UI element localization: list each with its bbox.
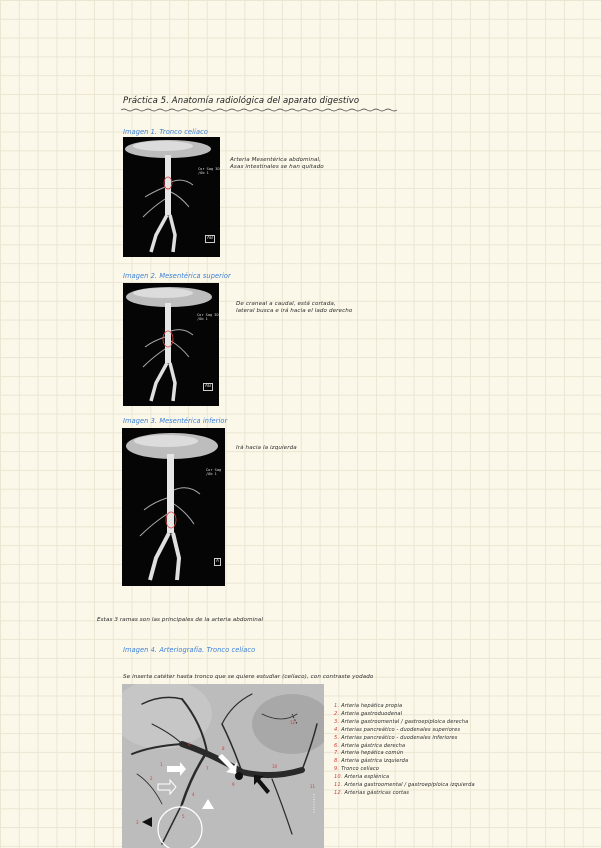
image-label: 2 (150, 776, 153, 781)
angiography-image (122, 684, 324, 848)
scan-tag-line: Cor Sag (206, 468, 222, 472)
legend-text: Arteria gastroomental / gastroepiploica derecha (341, 718, 469, 725)
note-line: De craneal a caudal, está cortada, (236, 301, 336, 307)
scan-tag-line: /Ob 1 (198, 171, 209, 176)
legend-item (334, 711, 475, 719)
section-1-ct-image (123, 137, 220, 257)
section-2-heading: Imagen 2. Mesentérica superior (123, 272, 231, 280)
legend-text: Tronco celíaco (341, 766, 379, 773)
legend-text: Arteria gástrica derecha (341, 742, 406, 749)
legend-number: 10. (334, 774, 343, 781)
section-3-heading: Imagen 3. Mesentérica inferior (123, 417, 228, 425)
note-line: Irá hacia la izquierda (236, 445, 297, 451)
scan-tag-line: Cor Sag 3D (198, 167, 220, 171)
image-label: 5 (182, 814, 185, 819)
title-underline (121, 108, 397, 112)
legend-number: 3. (334, 718, 340, 725)
image-label: 4 (192, 792, 195, 797)
legend-item (334, 727, 475, 735)
note-line: Arteria Mesentérica abdominal, (230, 157, 322, 163)
legend-text: Arterias gástricas cortas (344, 789, 410, 796)
legend-text: Arteria gastroomental / gastroepiploica izquierda (344, 782, 475, 789)
legend-number: 2. (334, 710, 340, 717)
section-2-ct-image (123, 283, 219, 406)
legend-text: Arterias pancreático - duodenales inferiores (341, 734, 458, 741)
page-title: Práctica 5. Anatomía radiológica del aparato digestivo (123, 96, 360, 106)
angio-intro: Se inserta catéter hasta tronco que se quiere estudiar (celíaco), con contraste yodado (123, 674, 374, 680)
image-label: 8 (222, 746, 225, 751)
scan-tag-line: /Ob 1 (197, 317, 208, 322)
scan-tag-line: /Ob 1 (206, 472, 217, 477)
section-1-notes (230, 157, 324, 171)
section-1-heading: Imagen 1. Tronco celíaco (123, 128, 208, 136)
image-label: 3 (136, 820, 139, 825)
legend-item (334, 766, 475, 774)
legend-item (334, 774, 475, 782)
legend-text: Arteria gástrica izquierda (341, 758, 409, 765)
legend-number: 5. (334, 734, 340, 741)
legend-text: Arteria gastroduodenal (341, 710, 403, 717)
legend-number: 9. (334, 766, 340, 773)
angio-heading: Imagen 4. Arteriografía. Tronco celíaco (123, 646, 256, 654)
section-3-notes (236, 445, 297, 452)
scan-badge: A (216, 559, 220, 564)
scan-badge: AB (205, 384, 212, 389)
note-line: Asas intestinales se han quitado (230, 164, 324, 170)
legend-text: Arteria hepática propia (341, 703, 403, 709)
angio-legend (334, 703, 475, 798)
note-line: lateral busca e irá hacia el lado derecho (236, 308, 353, 314)
legend-number: 7. (334, 750, 340, 757)
legend-item (334, 719, 475, 727)
legend-text: Arterias pancreático - duodenales superiores (341, 726, 461, 733)
legend-number: 4. (334, 726, 340, 733)
legend-item (334, 790, 475, 798)
image-label: 11 (310, 784, 316, 789)
image-label: 1 (160, 762, 163, 767)
section-2-notes (236, 301, 352, 315)
image-label: 10 (272, 764, 278, 769)
scan-badge: AB (207, 236, 214, 241)
legend-item (334, 782, 475, 790)
image-label: 7 (206, 766, 209, 771)
legend-item (334, 703, 475, 711)
legend-item (334, 735, 475, 743)
image-label: 12 (290, 720, 296, 725)
summary-note: Estas 3 ramas son las principales de la arteria abdominal (97, 617, 264, 623)
legend-number: 12. (334, 789, 343, 796)
legend-number: 8. (334, 758, 340, 765)
image-label: 9 (232, 782, 235, 787)
section-3-ct-image (122, 428, 225, 586)
image-label: 6 (188, 742, 191, 747)
legend-number: 1. (334, 703, 340, 709)
legend-text: Arteria hepática común (341, 750, 404, 757)
scan-tag-line: Cor Sag 3D (197, 313, 219, 317)
legend-text: Arteria esplénica (344, 774, 390, 781)
legend-number: 6. (334, 742, 340, 749)
legend-number: 11. (334, 782, 343, 789)
